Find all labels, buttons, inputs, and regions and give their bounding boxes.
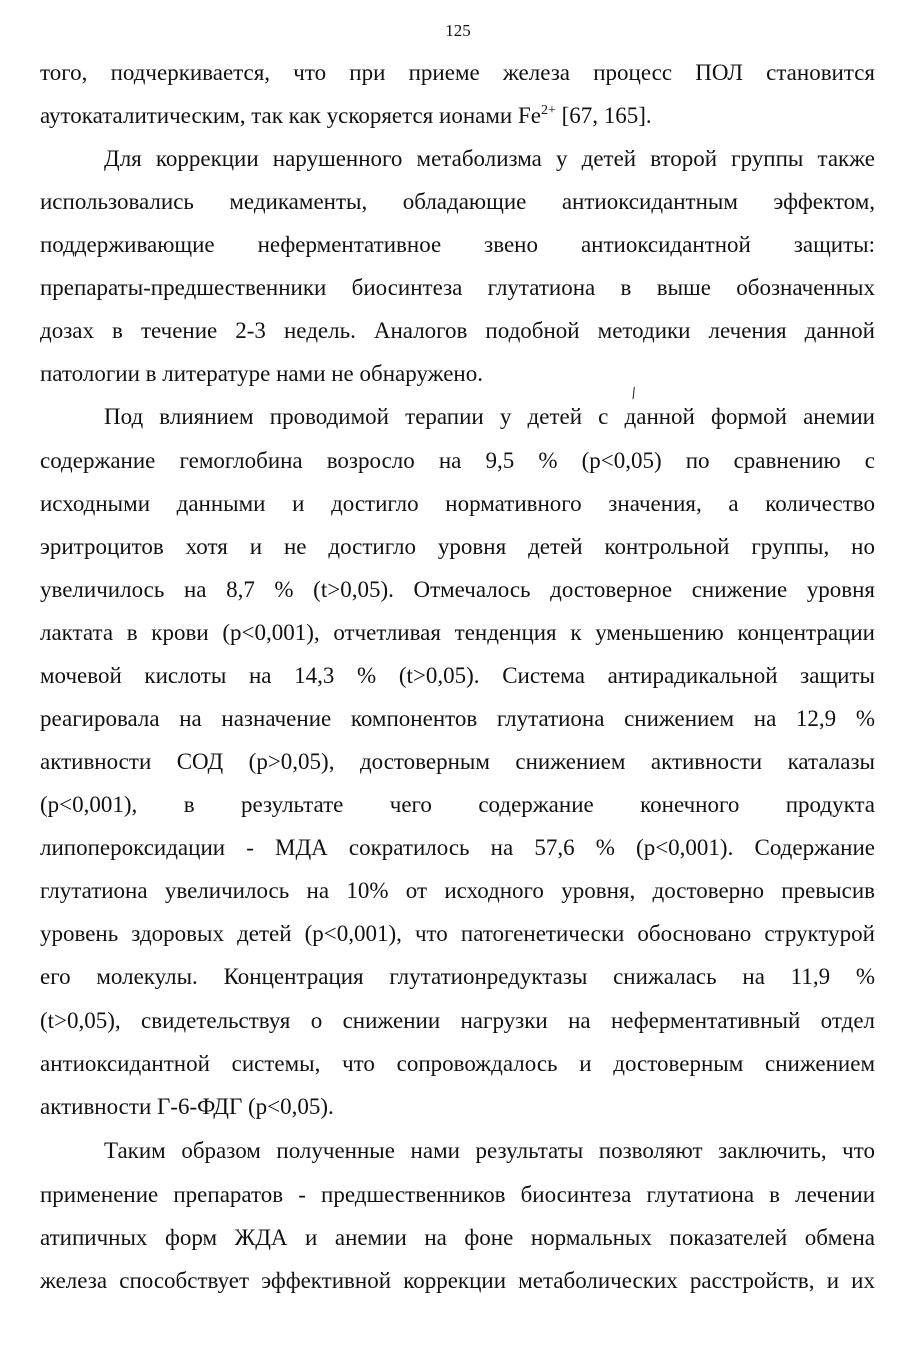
text-line: поддерживающие неферментативное звено антиоксидантной защиты: bbox=[40, 232, 875, 257]
text-line: лактата в крови (p<0,001), отчетливая тенденция к уменьшению концентрации bbox=[40, 620, 875, 645]
text-line: того, подчеркивается, что при приеме железа процесс ПОЛ становится bbox=[40, 60, 875, 85]
text-line: Таким образом полученные нами результаты позволяют заключить, что bbox=[104, 1138, 875, 1163]
text-line: Под влиянием проводимой терапии у детей с данной формой анемии bbox=[104, 404, 875, 429]
text-line: железа способствует эффективной коррекции метаболических расстройств, и их bbox=[40, 1268, 875, 1293]
text-line: патологии в литературе нами не обнаружено. bbox=[40, 361, 483, 386]
text-line: мочевой кислоты на 14,3 % (t>0,05). Система антирадикальной защиты bbox=[40, 663, 875, 688]
text-line: (t>0,05), свидетельствуя о снижении нагрузки на неферментативный отдел bbox=[40, 1008, 875, 1033]
superscript: 2+ bbox=[540, 103, 556, 118]
text-line: (p<0,001), в результате чего содержание конечного продукта bbox=[40, 792, 875, 817]
text-line: реагировала на назначение компонентов глутатиона снижением на 12,9 % bbox=[40, 706, 875, 731]
text-line: Для коррекции нарушенного метаболизма у детей второй группы также bbox=[104, 146, 875, 171]
text-line: дозах в течение 2-3 недель. Аналогов подобной методики лечения данной bbox=[40, 318, 875, 343]
text-line: эритроцитов хотя и не достигло уровня детей контрольной группы, но bbox=[40, 534, 875, 559]
pen-mark: ⁄ bbox=[629, 386, 639, 402]
text-line: уровень здоровых детей (p<0,001), что патогенетически обосновано структурой bbox=[40, 921, 875, 946]
text-line: препараты-предшественники биосинтеза глутатиона в выше обозначенных bbox=[40, 275, 875, 300]
text-line: содержание гемоглобина возросло на 9,5 % (p<0,05) по сравнению с bbox=[40, 448, 875, 473]
text-line: активности СОД (p>0,05), достоверным снижением активности каталазы bbox=[40, 749, 875, 774]
text-line: активности Г-6-ФДГ (p<0,05). bbox=[40, 1094, 334, 1119]
text-line: антиоксидантной системы, что сопровождалось и достоверным снижением bbox=[40, 1051, 875, 1076]
text-line: использовались медикаменты, обладающие антиоксидантным эффектом, bbox=[40, 189, 875, 214]
text-line: увеличилось на 8,7 % (t>0,05). Отмечалось достоверное снижение уровня bbox=[40, 577, 875, 602]
text-span: [67, 165]. bbox=[555, 103, 652, 128]
text-line bbox=[40, 101, 875, 131]
text-line: глутатиона увеличилось на 10% от исходного уровня, достоверно превысив bbox=[40, 878, 875, 903]
text-line: его молекулы. Концентрация глутатионредуктазы снижалась на 11,9 % bbox=[40, 964, 875, 989]
text-line: атипичных форм ЖДА и анемии на фоне нормальных показателей обмена bbox=[40, 1225, 875, 1250]
page-number: 125 bbox=[445, 21, 471, 40]
text-span: аутокаталитическим, так как ускоряется ионами Fe bbox=[40, 103, 541, 128]
text-line: исходными данными и достигло нормативного значения, а количество bbox=[40, 491, 875, 516]
text-line: липопероксидации - МДА сократилось на 57,6 % (p<0,001). Содержание bbox=[40, 835, 875, 860]
text-line: применение препаратов - предшественников биосинтеза глутатиона в лечении bbox=[40, 1182, 875, 1207]
